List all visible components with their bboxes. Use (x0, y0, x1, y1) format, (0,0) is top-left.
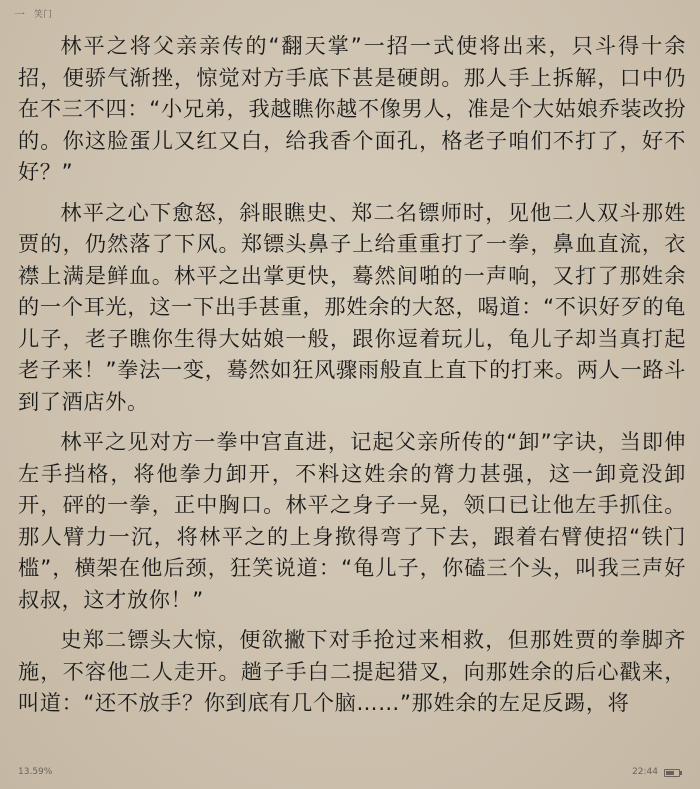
paragraph: 林平之将父亲亲传的“翻天掌”一招一式使将出来，只斗得十余招，便骄气渐挫，惊觉对方手底下甚是硬朗。那人手上拆解，口中仍在不三不四：“小兄弟，我越瞧你越不像男人，准是个大姑娘乔装改扮的。你这脸蛋儿又红又白，给我香个面孔，格老子咱们不打了，好不好？” (18, 33, 686, 184)
paragraph: 林平之见对方一拳中宫直进，记起父亲所传的“卸”字诀，当即伸左手挡格，将他拳力卸开，不料这姓余的膂力甚强，这一卸竟没卸开，砰的一拳，正中胸口。林平之身子一晃，领口已让他左手抓住。那人臂力一沉，将林平之的上身揿得弯了下去，跟着右臂使招“铁门槛”，横架在他后颈，狂笑说道：“龟儿子，你磕三个头，叫我三声好叔叔，这才放你！” (18, 429, 686, 612)
battery-icon (664, 769, 680, 777)
paragraph: 史郑二镖头大惊，便欲撇下对手抢过来相救，但那姓贾的拳脚齐施，不容他二人走开。趟子手白二提起猎叉，向那姓余的后心戳来，叫道：“还不放手？你到底有几个脑……”那姓余的左足反踢，将 (18, 627, 686, 715)
top-bar (0, 0, 700, 30)
clock: 22:44 (632, 767, 658, 777)
reading-content[interactable] (18, 30, 686, 742)
paragraph: 林平之心下愈怒，斜眼瞧史、郑二名镖师时，见他二人双斗那姓贾的，仍然落了下风。郑镖头鼻子上给重重打了一拳，鼻血直流，衣襟上满是鲜血。林平之出掌更快，蓦然间啪的一声响，又打了那姓余的一个耳光，这一下出手甚重，那姓余的大怒，喝道：“不识好歹的龟儿子，老子瞧你生得大姑娘一般，跟你逗着玩儿，龟儿子却当真打起老子来！”拳法一变，蓦然如狂风骤雨般直上直下的打来。两人一路斗到了酒店外。 (18, 199, 686, 414)
status-footer (0, 761, 700, 789)
battery-level-fill (666, 771, 674, 775)
reading-progress: 13.59% (18, 767, 53, 777)
book-title: 笑门 (34, 10, 53, 20)
back-icon[interactable]: 一 (14, 8, 25, 21)
